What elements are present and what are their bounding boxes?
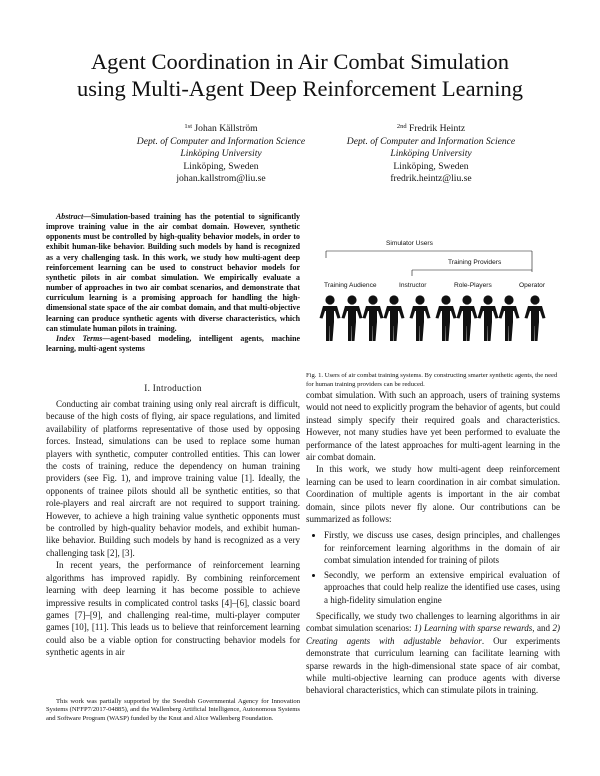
author-1-email: johan.kallstrom@liu.se <box>176 173 266 184</box>
intro-paragraph-2: In recent years, the performance of reinforcement learning algorithms has improved rapidly. By combining reinforcement learning with deep learning it has become possible to achieve impressive results in complicated control tasks [4]–[6], classic board games [7]–[9], and challenging real-time, multi-player computer games [10], [11]. This leads us to believe that reinforcement learning could also be a viable option for constructing behavior models for synthetic agents in air <box>46 560 300 658</box>
author-2-city: Linköping, Sweden <box>393 160 469 172</box>
right-paragraph-1: combat simulation. With such an approach, users of training systems would not need to explicitly program the behavior of agents, but could instead simply specify their required goals and characteristics. However, not many studies have yet been performed to evaluate the performance of the latest approaches for multi-agent learning in the air combat domain. <box>306 390 560 463</box>
author-2-univ: Linköping University <box>390 148 472 159</box>
right-paragraph-2: In this work, we study how multi-agent deep reinforcement learning can be used to learn coordination in air combat simulation. Coordination of multiple agents is important in the air combat domain, since pilots never fly alone. Our contributions can be summarized as follows: <box>306 464 560 525</box>
contributions-list <box>306 529 560 605</box>
title-line-1: Agent Coordination in Air Combat Simulation <box>90 49 510 74</box>
abstract <box>46 212 300 354</box>
person-icon <box>457 295 478 341</box>
person-icon <box>342 295 363 341</box>
p3-end: . Our experiments demonstrate that curriculum learning can facilitate learning with sparse rewards in the high-dimensional state space of air combat, while multi-objective learning can produce agents with diverse behavioral characteristics, which can stimulate pilots in training. <box>306 635 560 696</box>
author-2-email: fredrik.heintz@liu.se <box>390 173 472 184</box>
person-icon <box>384 295 405 341</box>
contribution-item-1: • Firstly, we discuss use cases, design principles, and challenges for reinforcement learning algorithms in the domain of air combat simulation intended for training of pilots <box>324 529 560 566</box>
p3-emphasis-1: 1) Learning with sparse rewards <box>413 623 533 634</box>
left-column <box>46 398 300 659</box>
abstract-text: —Simulation-based training has the potential to significantly improve training value in the air combat domain. However, synthetic opponents must be controlled by high-quality behavior models, in order to exhibit human-like behavior. Building such models by hand is recognized as a very challenging task. In this work, we study how multi-agent deep reinforcement learning can be used to construct behavior models for synthetic pilots in air combat simulation. We empirically evaluate a number of approaches in two air combat scenarios, and demonstrate that curriculum learning is a promising approach for handling the high-dimensional state space of the air combat domain, and that multi-objective learning can produce synthetic agents with diverse characteristics, which can stimulate human pilots in training. <box>46 212 300 333</box>
index-terms-label: Index Terms <box>56 333 103 343</box>
contribution-item-2: • Secondly, we perform an extensive empirical evaluation of approaches that could help realize the identified use cases, using a high-fidelity simulation engine <box>324 569 560 606</box>
person-icon <box>499 295 520 341</box>
person-icon <box>363 295 384 341</box>
right-paragraph-3 <box>306 610 560 697</box>
person-icon <box>436 295 457 341</box>
person-icon <box>410 295 431 341</box>
label-training-providers: Training Providers <box>448 259 502 266</box>
author-2-dept: Dept. of Computer and Information Science <box>346 135 516 147</box>
label-operator: Operator <box>519 282 546 289</box>
operator-group <box>525 295 546 341</box>
figure-1 <box>306 236 560 366</box>
label-training-audience: Training Audience <box>324 282 377 289</box>
author-1-ordinal: 1st <box>184 123 193 130</box>
author-1-name: Johan Källström <box>194 123 258 134</box>
person-icon <box>320 295 341 341</box>
abstract-label: Abstract <box>56 212 84 221</box>
paper-title <box>0 48 600 102</box>
figure-1-caption: Fig. 1. Users of air combat training systems. By constructing smarter synthetic agents, the need for human training providers can be reduced. <box>306 372 558 388</box>
author-1-univ: Linköping University <box>180 148 262 159</box>
title-line-2: using Multi-Agent Deep Reinforcement Learning <box>76 76 524 101</box>
author-block-2 <box>306 121 556 186</box>
role-players-group <box>436 295 520 341</box>
p3-mid: , and <box>532 623 553 634</box>
author-2-name: Fredrik Heintz <box>408 123 466 134</box>
index-terms-text: —agent-based modeling, intelligent agents, machine learning, multi-agent systems <box>46 333 300 354</box>
instructor-group <box>410 295 431 341</box>
p3-start: Specifically, we study two challenges to learning algorithms in air combat simulation scenarios: <box>306 610 560 634</box>
label-instructor: Instructor <box>399 282 427 289</box>
right-column <box>306 389 560 697</box>
footnote-rule <box>46 688 300 689</box>
author-1-dept: Dept. of Computer and Information Science <box>136 135 306 147</box>
p3-emphasis-2: 2) Creating agents with adjustable behavior <box>306 623 560 646</box>
person-icon <box>478 295 499 341</box>
training-audience-group <box>320 295 405 341</box>
footnote-text: This work was partially supported by the Swedish Governmental Agency for Innovation Systems (NFFP7/2017-04885), and the Wallenberg Artificial Intelligence, Autonomous Systems and Software Program (WASP) funded by the Knut and Alice Wallenberg Foundation. <box>46 698 300 722</box>
intro-paragraph-1: Conducting air combat training using only real aircraft is difficult, because of the high costs of flying, air space regulations, and limited availability of platforms representative of those used by opposing forces. Instead, simulations can be used to replace some human players with synthetic, computer controlled entities. This can lower the costs of training, reduce the dependency on human training providers (see Fig. 1), and improve training value [1]. Ideally, the opponents of trainee pilots should all be synthetic entities, so that role-players and real aircraft are not required to support training. However, to achieve a high training value synthetic opponents must be controlled by high-quality behavior models, and exhibit human-like behavior. Building such models by hand is recognized as a very challenging task [2], [3]. <box>46 399 300 558</box>
section-heading-introduction: I. Introduction <box>144 383 202 393</box>
person-icon <box>525 295 546 341</box>
author-1-city: Linköping, Sweden <box>183 160 259 172</box>
label-simulator-users: Simulator Users <box>386 240 433 247</box>
author-2-ordinal: 2nd <box>396 123 407 130</box>
label-role-players: Role-Players <box>454 282 492 289</box>
footnote <box>46 698 300 723</box>
